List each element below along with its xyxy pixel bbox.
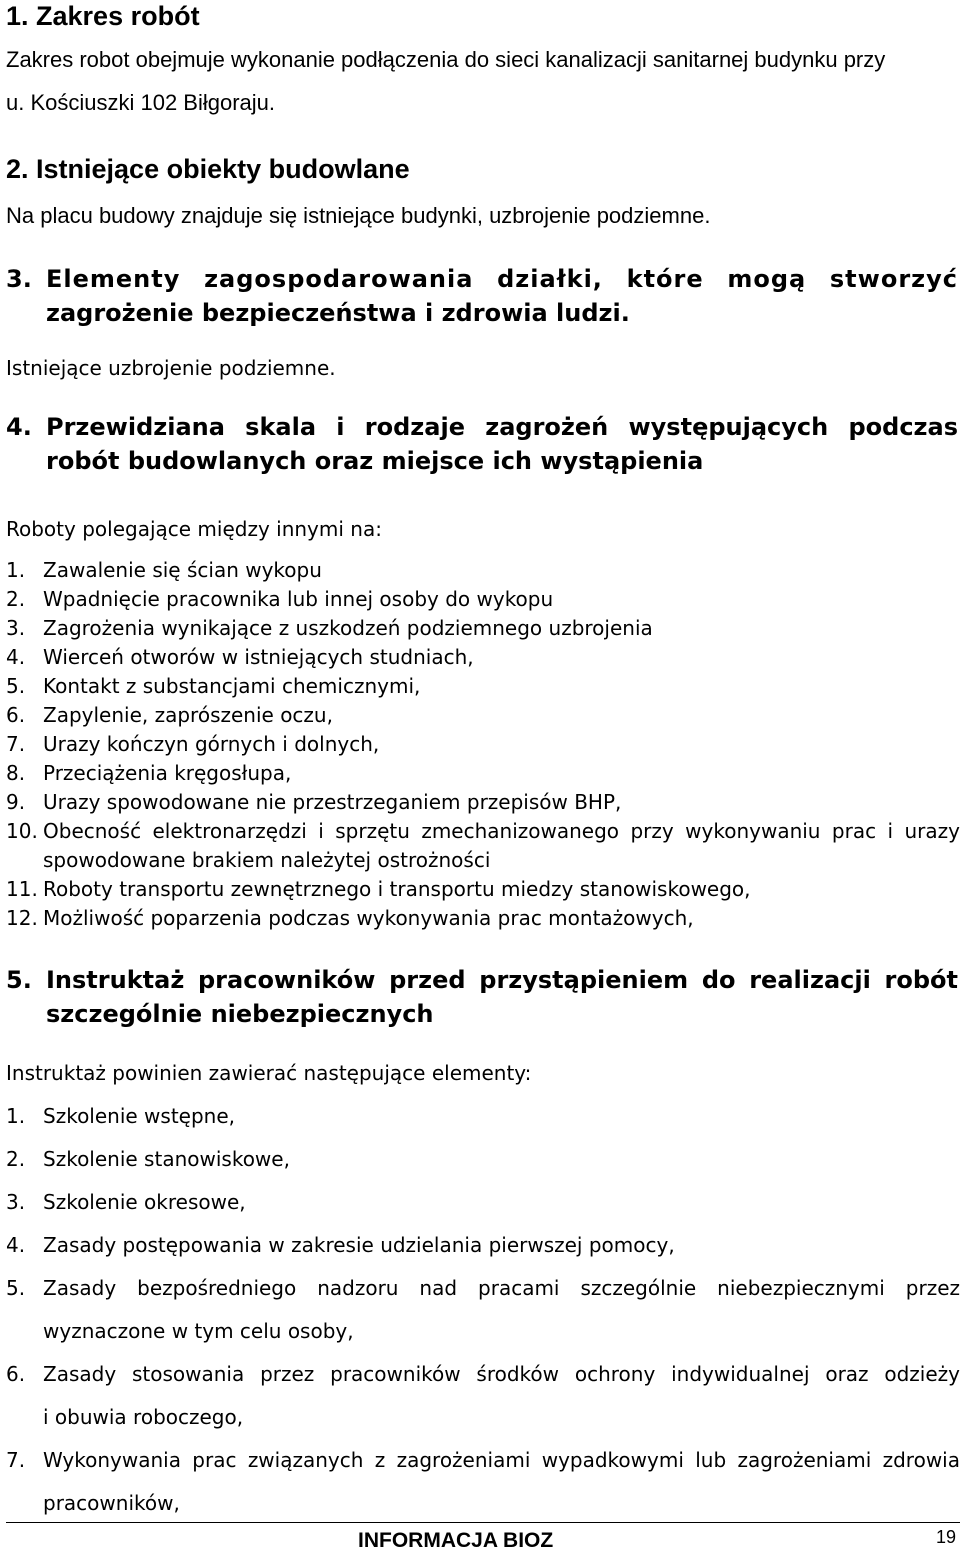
page-number: 19 [935, 1527, 956, 1547]
list-item-number: 11. [6, 877, 38, 901]
list-item-text: Kontakt z substancjami chemicznymi, [43, 674, 421, 698]
list-item-number: 10. [6, 819, 38, 843]
list-item-text: Zasady bezpośredniego nadzoru nad pracami szczególnie niebezpiecznymi przez [43, 1276, 960, 1300]
list-item-text: Wpadnięcie pracownika lub innej osoby do wykopu [43, 587, 554, 611]
list-item [6, 585, 960, 614]
list-item-number: 1. [6, 1104, 26, 1128]
list-item [6, 672, 960, 701]
list-item-text: Urazy kończyn górnych i dolnych, [43, 732, 380, 756]
hazards-list [6, 556, 960, 933]
list-item [6, 701, 960, 730]
list-item-text-continuation: i obuwia roboczego, [43, 1405, 244, 1429]
list-item-text: Możliwość poparzenia podczas wykonywania prac montażowych, [43, 906, 694, 930]
list-item-number: 6. [6, 703, 26, 727]
list-item [6, 788, 960, 817]
list-item-text: Roboty transportu zewnętrznego i transportu miedzy stanowiskowego, [43, 877, 751, 901]
list-item [6, 817, 960, 875]
list-item-number: 3. [6, 1190, 26, 1214]
section-1-text-line-1: Zakres robot obejmuje wykonanie podłączenia do sieci kanalizacji sanitarnej budynku przy [6, 47, 886, 72]
list-item [6, 614, 960, 643]
list-item-number: 5. [6, 1276, 26, 1300]
section-5-heading-line-2: szczególnie niebezpiecznych [46, 1000, 434, 1028]
list-item-number: 2. [6, 1147, 26, 1171]
list-item-text: Obecność elektronarzędzi i sprzętu zmechanizowanego przy wykonywaniu prac i urazy [43, 819, 960, 843]
list-item-text: Szkolenie wstępne, [43, 1104, 236, 1128]
section-4-heading-line-1: Przewidziana skala i rodzaje zagrożeń występujących podczas [46, 413, 958, 441]
section-5-heading [6, 963, 958, 1031]
list-item [6, 1095, 960, 1138]
list-item-number: 6. [6, 1362, 26, 1386]
section-4-number: 4. [6, 413, 32, 441]
section-4-heading-line-2: robót budowlanych oraz miejsce ich wystąpienia [46, 447, 704, 475]
section-5-heading-line-1: Instruktaż pracowników przed przystąpieniem do realizacji robót [46, 966, 958, 994]
list-item [6, 875, 960, 904]
list-item-number: 8. [6, 761, 26, 785]
list-item-text: Urazy spowodowane nie przestrzeganiem przepisów BHP, [43, 790, 622, 814]
list-item-text-continuation: spowodowane brakiem należytej ostrożności [43, 848, 491, 872]
list-item-number: 9. [6, 790, 26, 814]
list-item-number: 5. [6, 674, 26, 698]
list-item [6, 1224, 960, 1267]
footer-divider [6, 1522, 960, 1523]
section-3-heading-line-1: Elementy zagospodarowania działki, które mogą stworzyć [46, 265, 958, 293]
list-item-text: Zawalenie się ścian wykopu [43, 558, 322, 582]
list-item-text-continuation: pracowników, [43, 1491, 180, 1515]
list-item-number: 4. [6, 1233, 26, 1257]
training-elements-list [6, 1095, 960, 1525]
section-2-heading: 2. Istniejące obiekty budowlane [6, 154, 410, 184]
list-item-number: 2. [6, 587, 26, 611]
list-item-text: Zasady stosowania przez pracowników środków ochrony indywidualnej oraz odzieży [43, 1362, 960, 1386]
list-item-text: Szkolenie stanowiskowe, [43, 1147, 290, 1171]
section-3-text: Istniejące uzbrojenie podziemne. [6, 356, 336, 380]
list-item [6, 1353, 960, 1439]
list-item-text: Wykonywania prac związanych z zagrożeniami wypadkowymi lub zagrożeniami zdrowia [43, 1448, 960, 1472]
list-item-text: Wierceń otworów w istniejących studniach, [43, 645, 474, 669]
list-item [6, 643, 960, 672]
list-item-number: 1. [6, 558, 26, 582]
section-5-intro: Instruktaż powinien zawierać następujące elementy: [6, 1061, 532, 1085]
list-item [6, 1439, 960, 1525]
section-5-number: 5. [6, 966, 32, 994]
section-2-text: Na placu budowy znajduje się istniejące budynki, uzbrojenie podziemne. [6, 203, 711, 228]
list-item-text: Zasady postępowania w zakresie udzielania pierwszej pomocy, [43, 1233, 675, 1257]
list-item-number: 7. [6, 732, 26, 756]
list-item [6, 1138, 960, 1181]
list-item [6, 904, 960, 933]
list-item-text-continuation: wyznaczone w tym celu osoby, [43, 1319, 354, 1343]
section-4-heading [6, 410, 958, 478]
footer-title: INFORMACJA BIOZ [358, 1529, 554, 1552]
list-item-number: 12. [6, 906, 38, 930]
section-3-heading-line-2: zagrożenie bezpieczeństwa i zdrowia ludzi. [46, 299, 630, 327]
list-item-text: Przeciążenia kręgosłupa, [43, 761, 292, 785]
list-item [6, 730, 960, 759]
list-item-number: 3. [6, 616, 26, 640]
list-item [6, 1267, 960, 1353]
list-item [6, 556, 960, 585]
list-item-number: 7. [6, 1448, 26, 1472]
section-3-number: 3. [6, 265, 32, 293]
section-1-heading: 1. Zakres robót [6, 1, 200, 31]
list-item-number: 4. [6, 645, 26, 669]
list-item-text: Zapylenie, zaprószenie oczu, [43, 703, 333, 727]
list-item-text: Szkolenie okresowe, [43, 1190, 246, 1214]
list-item-text: Zagrożenia wynikające z uszkodzeń podziemnego uzbrojenia [43, 616, 653, 640]
section-1-text-line-2: u. Kościuszki 102 Biłgoraju. [6, 90, 276, 115]
section-3-heading [6, 262, 958, 330]
list-item [6, 759, 960, 788]
list-item [6, 1181, 960, 1224]
section-4-intro: Roboty polegające między innymi na: [6, 517, 382, 541]
